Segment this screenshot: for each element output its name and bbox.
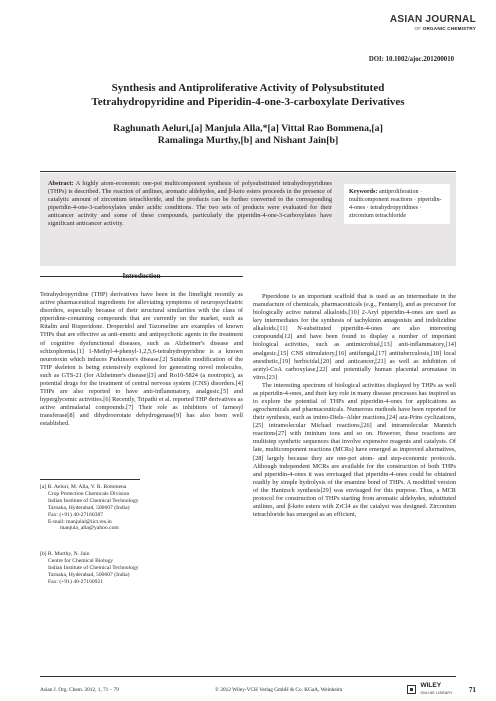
intro-paragraph-1: Tetrahydropyridine (THP) derivatives have been in the limelight recently as active pharmaceutical ingredients for alleviating symptoms of neuropsychiatric disorders, especially because of their structural similarities with the class of piperidine-containing compounds that are currently on the market, such as Ritalin and Risperidone. Droperidol and Tazomeline are examples of known THPs that are effective as anti-emetic and antipsychotic agents in the treatment of cognitive dysfunctional diseases, such as Alzheimer's disease and schizophrenia.[1] 1-Methyl-4-phenyl-1,2,5,6-tetrahydropyridine is a known neurotoxin which induces Parkinson's disease.[2] Suitable modification of the THP skeleton is being extensively explored for generating novel molecules, such as GTS-21 (for Alzheimer's disease)[3] and Ro10-5824 (a nootropic), as potential drugs for the treatment of central nervous system (CNS) disorders.[4] THPs are also reported to have anti-inflammatory, analgesic,[5] and hyperglycemic activities.[6] Recently, Tripathi et al. reported THP derivatives as active antimalarial compounds.[7] Their role as inhibitors of farnesyl transferase[8] and dihydroorotate dehydrogenase[9] has also been well established. [40, 291, 243, 428]
footer-divider [40, 676, 456, 677]
doi[interactable]: DOI: 10.1002/ajoc.201200010 [368, 56, 454, 63]
keywords-label: Keywords: [349, 189, 378, 195]
affiliation-a [40, 484, 245, 532]
keywords-box [344, 184, 450, 224]
affiliation-line: [a] R. Aeluri, M. Alla, V. R. Bommena [40, 484, 127, 490]
authors [40, 123, 456, 148]
title-line-1: Synthesis and Antiproliferative Activity of Polysubstituted [111, 82, 385, 94]
right-column [253, 293, 456, 519]
footer-copyright: © 2012 Wiley-VCH Verlag GmbH & Co. KGaA, Weinheim [215, 687, 343, 693]
footer-citation: Asian J. Org. Chem. 2012, 1, 71 – 79 [40, 687, 119, 693]
affiliation-email[interactable]: E-mail: manjulal@iict.res.in [48, 518, 112, 525]
affiliation-line: Centre for Chemical Biology [48, 557, 114, 564]
footnote-divider [40, 479, 140, 480]
abstract-box [40, 173, 456, 266]
affiliation-line: Fax: (+91) 40-27160921 [48, 578, 104, 585]
page-number: 71 [468, 686, 476, 694]
journal-name: ASIAN JOURNAL [389, 14, 476, 25]
authors-line-1: Raghunath Aeluri,[a] Manjula Alla,*[a] Vittal Rao Bommena,[a] [113, 123, 383, 134]
affiliation-email[interactable]: manjula_alla@yahoo.com [60, 525, 119, 532]
affiliation-line: Crop Protection Chemicals Division [48, 490, 130, 497]
article-title [40, 82, 456, 109]
abstract [48, 180, 332, 229]
authors-line-2: Ramalinga Murthy,[b] and Nishant Jain[b] [157, 135, 339, 147]
abstract-divider [40, 171, 456, 172]
affiliation-line: Tarnaka, Hyderabad, 500607 (India) [48, 571, 130, 578]
journal-subtitle: OF ORGANIC CHEMISTRY [414, 26, 476, 31]
affiliation-line: Indian Institute of Chemical Technology [48, 497, 139, 504]
abstract-label: Abstract: [48, 180, 74, 187]
wiley-online-library-logo[interactable] [407, 681, 453, 699]
logo-sub: ONLINE LIBRARY [420, 691, 453, 696]
affiliation-line: Fax: (+91) 40-27160387 [48, 511, 104, 518]
journal-header [390, 14, 476, 31]
left-column [40, 272, 243, 428]
intro-paragraph-2: Piperidone is an important scaffold that is used as an intermediate in the manufacture of chemicals, pharmaceuticals (e.g., Fentanyl), and as precursor for biologically active natural alkaloids.[10] 2-Aryl piperidin-4-ones are used as key intermediates for the synthesis of tachykinin antagonists and indolizidine alkaloids.[11] N-substituted piperidin-4-ones are also interesting compounds[12] and have been found to display a number of important biological activities, such as antimicrobial,[13] anti-inflammatory,[14] analgesic,[15] CNS stimulatory,[16] antifungal,[17] antituberculosis,[18] local anesthetic,[19] herbicidal,[20] and anticancer,[21] as well as inhibition of acetyl-CoA carboxylase,[22] and potentially human placental aromatase in vitro.[23] [253, 293, 456, 381]
abstract-text: A highly atom-economic one-pot multicomponent synthesis of polysubstituted tetrahydropyridines (THPs) is described. The reaction of anilines, aromatic aldehydes, and β-keto esters proceeds in the presence of catalytic amount of zirconium tetrachloride, and the products can be further converted to the corresponding piperidin-4-one-3-carboxylates under acidic conditions. The two sets of products were evaluated for their anticancer activity and some of these compounds, particularly the piperidin-4-one-3-carboxylates have significant anticancer activity. [48, 180, 332, 228]
section-heading-introduction: Introduction [122, 272, 161, 280]
title-line-2: Tetrahydropyridine and Piperidin-4-one-3-carboxylate Derivatives [91, 95, 405, 108]
affiliation-b [40, 551, 245, 586]
affiliation-line: Indian Institute of Chemical Technology [48, 564, 139, 571]
intro-paragraph-3: The interesting spectrum of biological activities displayed by THPs as well as piperidin-4-ones, and their key role in many disease processes has inspired us to explore the potential of THPs and piperidin-4-ones for applications as agrochemicals and pharmaceuticals. Numerous methods have been reported for their synthesis, such as imino-Diels–Alder reactions,[24] aza-Prins cyclizations,[25] intramolecular Michael reactions,[26] and intramolecular Mannich reactions[27] with iminium ions and so on. However, these reactions are multistep synthetic sequences that involve expensive reagents and catalysts. Of late, multicomponent reactions (MCRs) have emerged as improved alternatives,[28] largely because they are one-pot atom- and step-economic protocols. Although independent MCRs are available for the construction of both THPs and piperidin-4-ones it was envisaged that piperidin-4-ones could be obtained readily by simple hydrolysis of the enamine bond of THPs. A modified version of the Hantzsch synthesis[29] was envisaged for this purpose. Thus, a MCR protocol for construction of THPs starting from aromatic aldehydes, substituted anilines, and β-keto esters with ZrCl4 as the catalyst was designed. Zirconium tetrachloride has emerged as an efficient, [253, 381, 456, 519]
wiley-logo-icon [407, 685, 416, 694]
affiliation-line: [b] R. Murthy, N. Jain [40, 551, 90, 557]
keywords-text: antiproliferation · multicomponent reactions · piperidin-4-ones · tetrahydropyridines · zirconium tetrachloride [349, 189, 442, 220]
logo-main: WILEY [420, 681, 442, 689]
affiliation-line: Tarnaka, Hyderabad, 500607 (India) [48, 504, 130, 511]
